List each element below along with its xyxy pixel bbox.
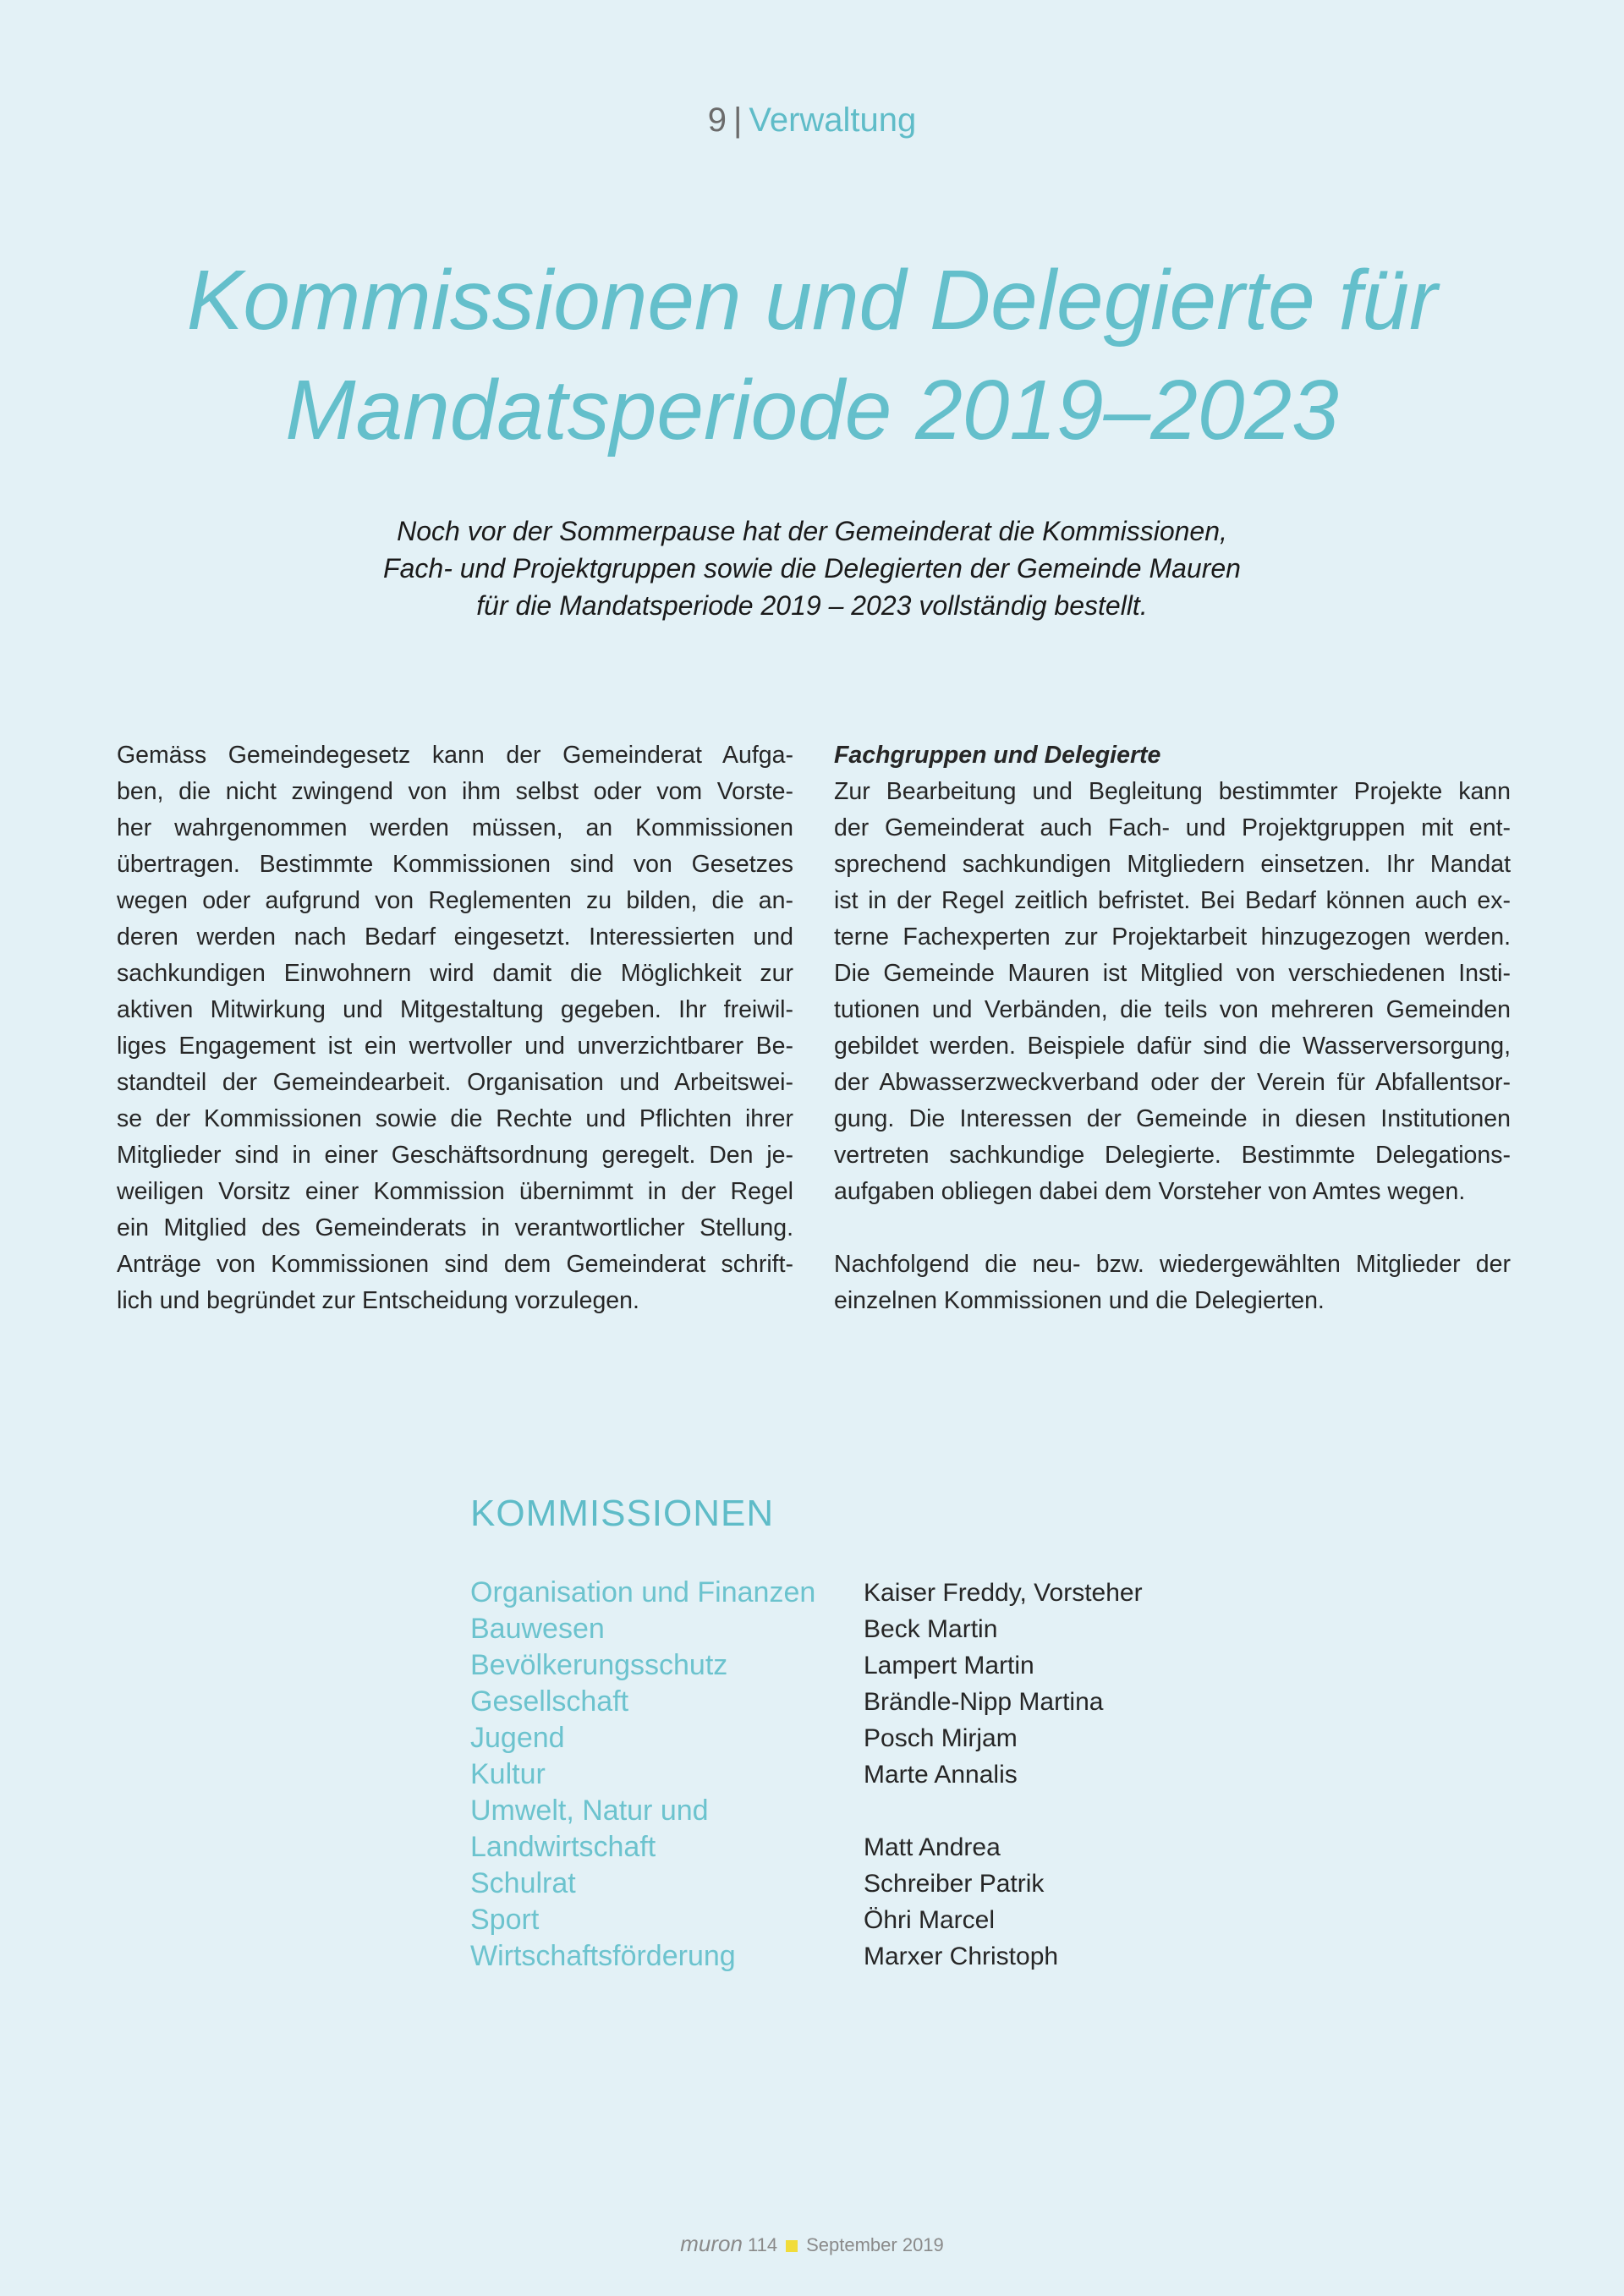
header-separator: | [732, 101, 743, 139]
text-line: Mitglieder sind in einer Geschäftsordnung geregelt. Den je- [117, 1142, 793, 1169]
section-title: Verwaltung [749, 101, 917, 139]
kommission-name: Wirtschaftsförderung [470, 1940, 736, 1972]
text-line: terne Fachexperten zur Projektarbeit hinzugezogen werden. [834, 923, 1511, 951]
text-line: ist in der Regel zeitlich befristet. Bei Bedarf können auch ex- [834, 887, 1511, 914]
kommission-member: Brändle-Nipp Martina [864, 1688, 1104, 1716]
kommission-member: Schreiber Patrik [864, 1870, 1045, 1898]
kommission-name: Jugend [470, 1722, 565, 1754]
kommission-name: Bauwesen [470, 1613, 605, 1645]
text-line: liges Engagement ist ein wertvoller und unverzichtbarer Be- [117, 1033, 793, 1060]
page-title [0, 245, 1624, 465]
text-line: der Abwasserzweckverband oder der Verein für Abfallentsor- [834, 1069, 1511, 1096]
text-line: lich und begründet zur Entscheidung vorzulegen. [117, 1287, 639, 1314]
page-number: 9 [707, 101, 727, 139]
kommission-member: Beck Martin [864, 1615, 998, 1643]
text-line: aufgaben obliegen dabei dem Vorsteher von Amtes wegen. [834, 1178, 1466, 1205]
text-line: der Gemeinderat auch Fach- und Projektgruppen mit ent- [834, 814, 1511, 841]
issue-number: 114 [748, 2234, 778, 2255]
kommission-name: Kultur [470, 1758, 546, 1790]
text-line: ben, die nicht zwingend von ihm selbst oder vom Vorste- [117, 778, 793, 805]
text-line: sprechend sachkundigen Mitgliedern einsetzen. Ihr Mandat [834, 851, 1511, 878]
kommission-name: Schulrat [470, 1867, 576, 1899]
text-line: Nachfolgend die neu- bzw. wiedergewählten Mitglieder der [834, 1251, 1511, 1278]
text-line: her wahrgenommen werden müssen, an Kommissionen [117, 814, 793, 841]
page-title-line-1: Kommissionen und Delegierte für [186, 253, 1438, 348]
text-line: Anträge von Kommissionen sind dem Gemeinderat schrift- [117, 1251, 793, 1278]
lead-line-1: Noch vor der Sommerpause hat der Gemeinderat die Kommissionen, [397, 516, 1227, 546]
subsection-heading: Fachgruppen und Delegierte [834, 742, 1161, 769]
kommission-name: Umwelt, Natur und [470, 1795, 709, 1827]
magazine-name: muron [680, 2231, 743, 2256]
kommission-names-list [470, 1575, 815, 1975]
text-line: übertragen. Bestimmte Kommissionen sind von Gesetzes [117, 851, 793, 878]
page-title-line-2: Mandatsperiode 2019–2023 [285, 363, 1339, 458]
text-line: standteil der Gemeindearbeit. Organisation und Arbeitswei- [117, 1069, 793, 1096]
text-line: einzelnen Kommissionen und die Delegierten. [834, 1287, 1325, 1314]
kommission-name: Sport [470, 1904, 540, 1936]
kommission-member: Posch Mirjam [864, 1724, 1018, 1752]
kommission-name: Landwirtschaft [470, 1831, 656, 1863]
kommission-member: Marte Annalis [864, 1761, 1018, 1789]
text-line: Die Gemeinde Mauren ist Mitglied von verschiedenen Insti- [834, 960, 1511, 987]
text-line: tutionen und Verbänden, die teils von mehreren Gemeinden [834, 996, 1511, 1023]
page-footer [0, 2231, 1624, 2258]
text-line: sachkundigen Einwohnern wird damit die Möglichkeit zur [117, 960, 793, 987]
issue-date: September 2019 [806, 2234, 944, 2255]
kommissionen-heading: KOMMISSIONEN [470, 1493, 775, 1534]
kommission-member [864, 1793, 1143, 1829]
kommission-name: Bevölkerungsschutz [470, 1649, 728, 1681]
kommission-name: Organisation und Finanzen [470, 1576, 816, 1608]
yellow-square-icon [786, 2240, 798, 2252]
text-line: Gemäss Gemeindegesetz kann der Gemeinderat Aufga- [117, 742, 793, 769]
kommission-member: Lampert Martin [864, 1652, 1034, 1680]
text-line: weiligen Vorsitz einer Kommission übernimmt in der Regel [117, 1178, 793, 1205]
kommission-member: Kaiser Freddy, Vorsteher [864, 1579, 1143, 1607]
kommission-name: Gesellschaft [470, 1685, 629, 1718]
text-line: ein Mitglied des Gemeinderats in verantwortlicher Stellung. [117, 1214, 793, 1241]
text-line: gung. Die Interessen der Gemeinde in diesen Institutionen [834, 1105, 1511, 1132]
right-column-text [834, 737, 1511, 1319]
left-column-text [117, 737, 793, 1319]
kommission-member: Öhri Marcel [864, 1906, 996, 1934]
text-line: se der Kommissionen sowie die Rechte und Pflichten ihrer [117, 1105, 793, 1132]
paragraph-gap [834, 1210, 1511, 1247]
kommission-member: Matt Andrea [864, 1833, 1001, 1861]
text-line: aktiven Mitwirkung und Mitgestaltung gegeben. Ihr freiwil- [117, 996, 793, 1023]
kommission-member: Marxer Christoph [864, 1943, 1059, 1970]
text-line: wegen oder aufgrund von Reglementen zu bilden, die an- [117, 887, 793, 914]
lead-line-2: Fach- und Projektgruppen sowie die Delegierten der Gemeinde Mauren [383, 553, 1241, 584]
kommission-members-list [864, 1575, 1143, 1975]
text-line: gebildet werden. Beispiele dafür sind die Wasserversorgung, [834, 1033, 1511, 1060]
text-line: Zur Bearbeitung und Begleitung bestimmter Projekte kann [834, 778, 1511, 805]
page-header [0, 98, 1624, 142]
text-line: deren werden nach Bedarf eingesetzt. Interessierten und [117, 923, 793, 951]
text-line: vertreten sachkundige Delegierte. Bestimmte Delegations- [834, 1142, 1511, 1169]
lead-line-3: für die Mandatsperiode 2019 – 2023 vollständig bestellt. [476, 590, 1148, 621]
lead-paragraph [0, 512, 1624, 624]
